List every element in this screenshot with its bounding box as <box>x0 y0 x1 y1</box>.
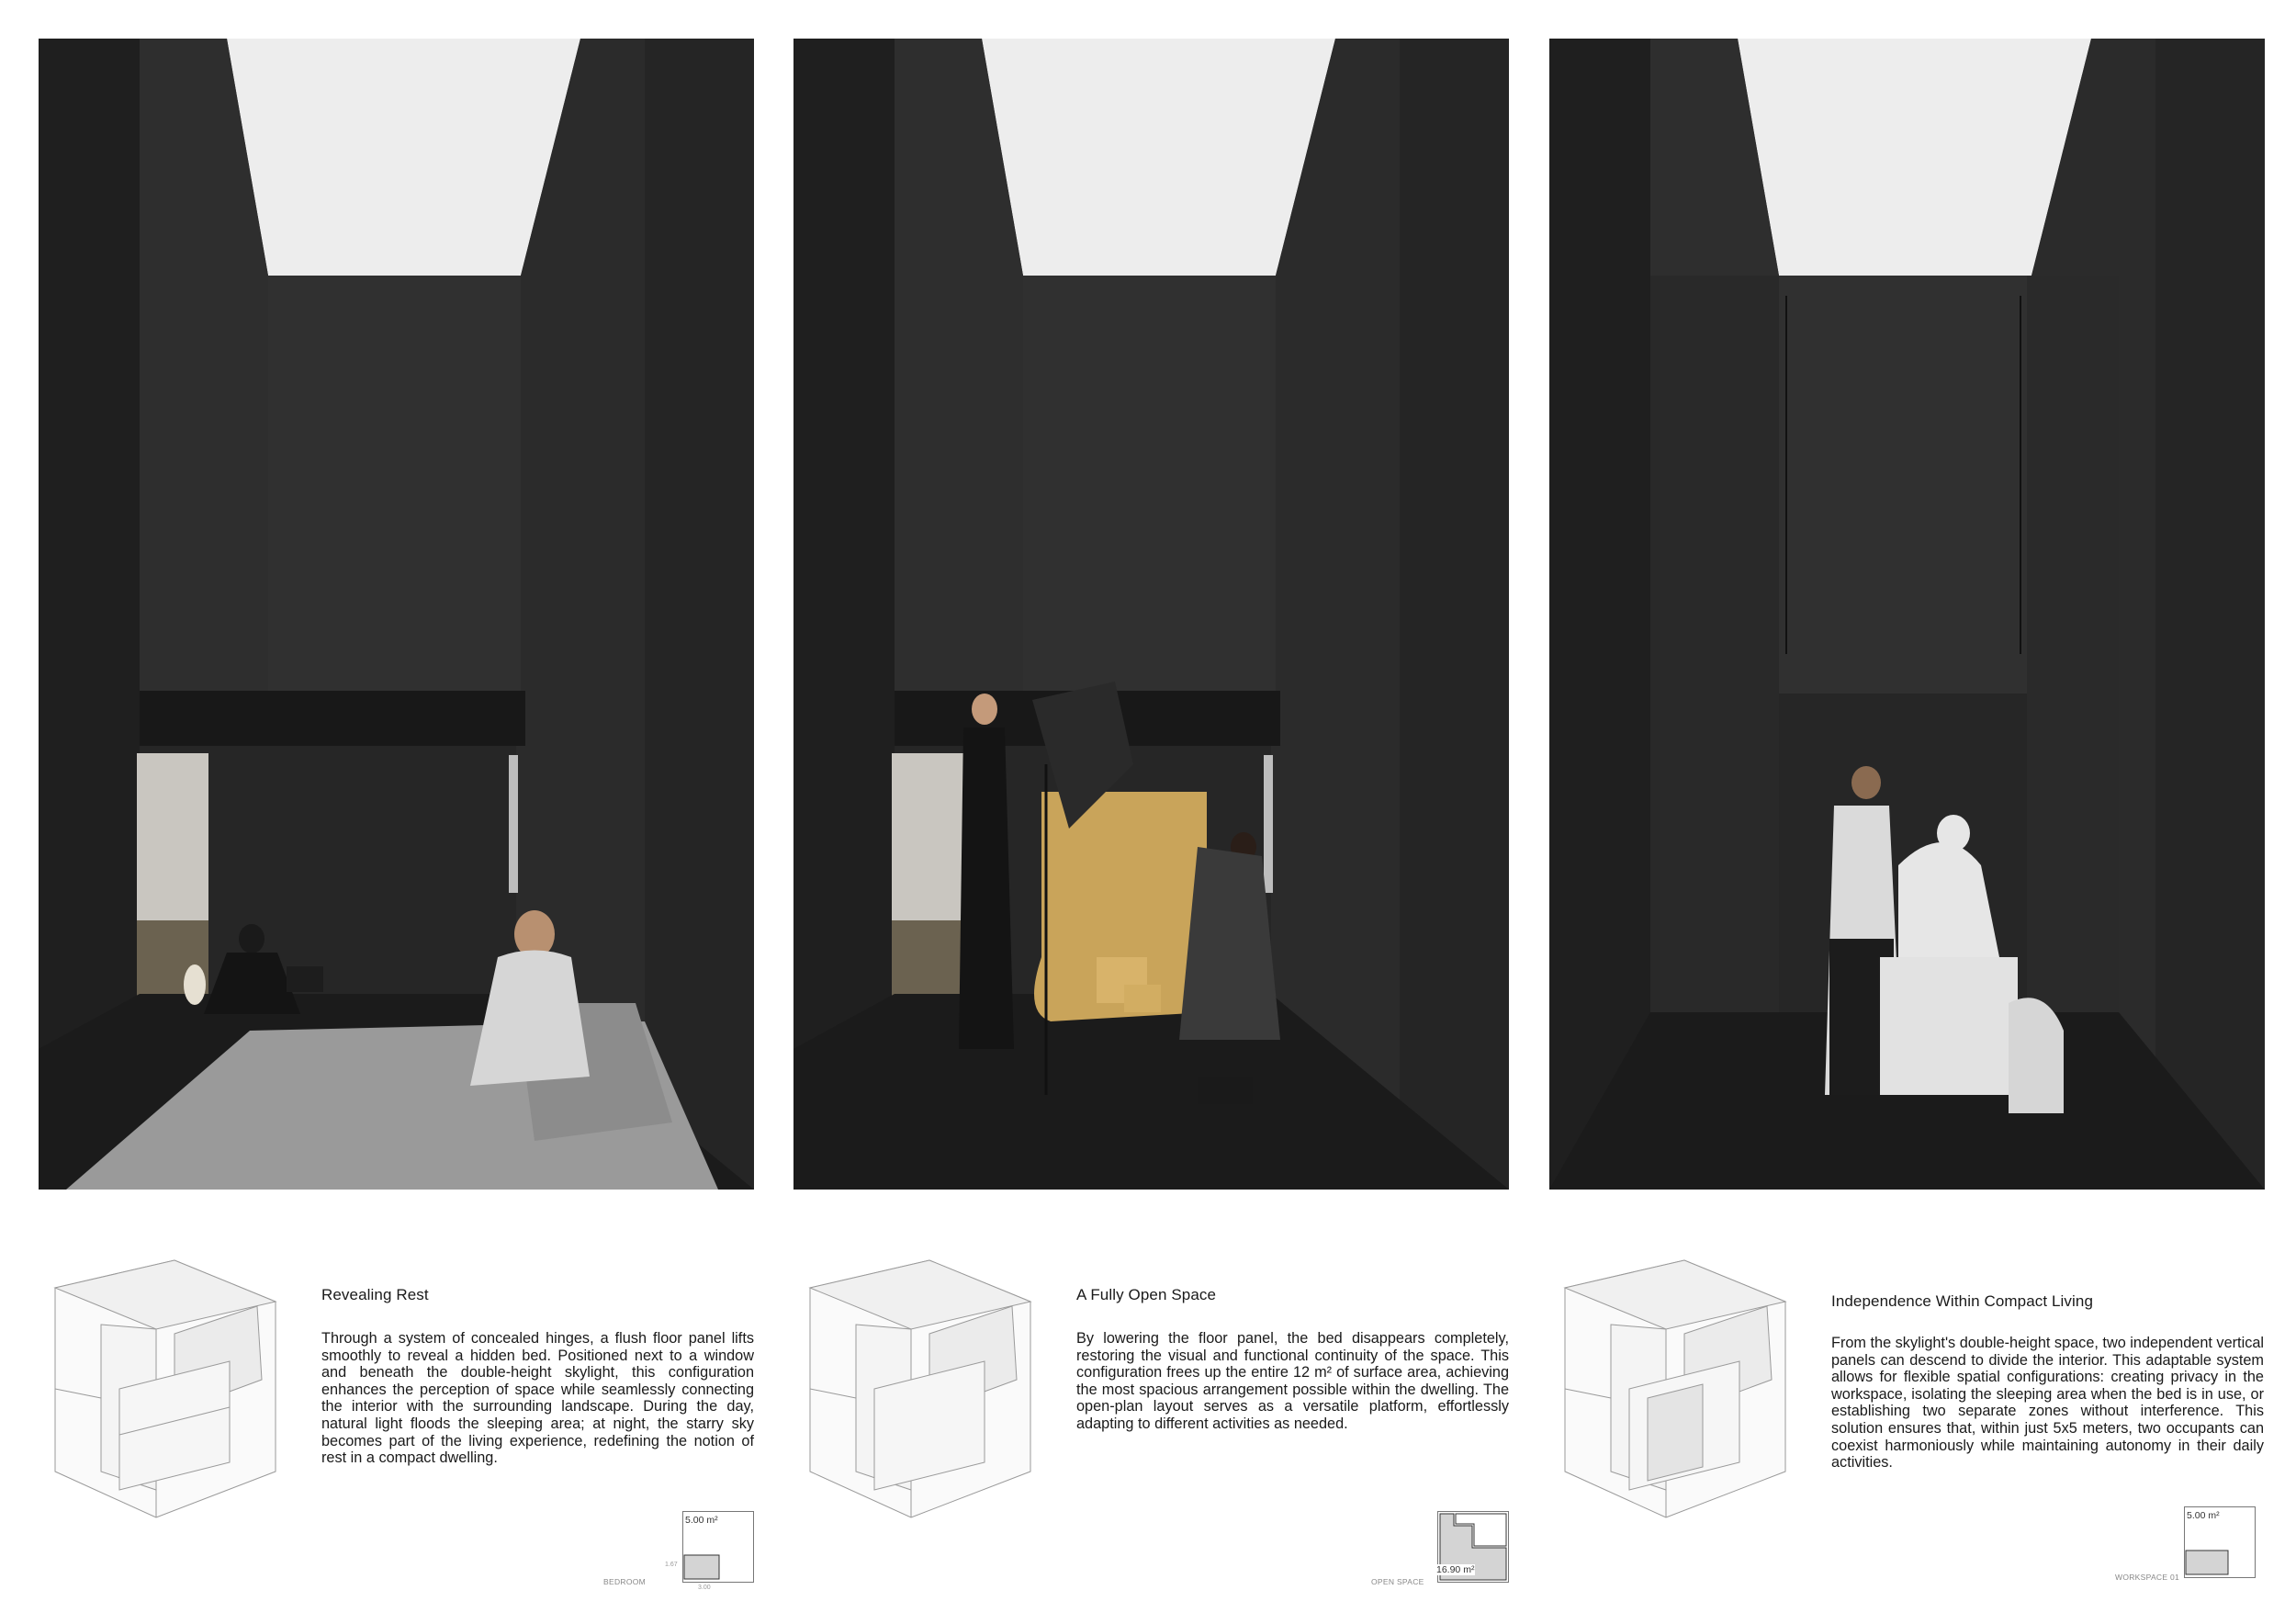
text-block-bedroom <box>321 1286 754 1467</box>
text-block-workspace <box>1831 1292 2264 1472</box>
skylight <box>227 39 580 276</box>
render-bedroom-image <box>39 39 754 1190</box>
vertical-panel-left <box>1650 276 1779 1102</box>
iso-diagram-bedroom-svg <box>37 1251 303 1527</box>
area-label-workspace: 5.00 m² <box>2187 1510 2220 1521</box>
text-block-open-space <box>1076 1286 1509 1433</box>
vertical-panel-right <box>2027 276 2119 1102</box>
body-bedroom: Through a system of concealed hinges, a flush floor panel lifts smoothly to reveal a hidden bed. Positioned next to a window and beneath the double-height skylight, this configuration enhances the perception of space while seamlessly connecting the interior with the surrounding landscape. During the day, natural light floods the sleeping area; at night, the starry sky becomes part of the living experience, redefining the notion of rest in a compact dwelling. <box>321 1330 754 1467</box>
iso-diagram-workspace-svg <box>1547 1251 1813 1527</box>
person-posing <box>959 727 1014 1049</box>
iso-diagram-bedroom <box>37 1251 303 1527</box>
body-open-space: By lowering the floor panel, the bed disappears completely, restoring the visual and functional continuity of the space. This configuration frees up the entire 12 m² of surface area, achieving the most spacious arrangement possible within the dwelling. The open-plan layout serves as a versatile platform, effortlessly adapting to different activities as needed. <box>1076 1330 1509 1432</box>
iso-diagram-open-space-svg <box>792 1251 1058 1527</box>
iso-diagram-open-space <box>792 1251 1058 1527</box>
heading-workspace: Independence Within Compact Living <box>1831 1292 2094 1310</box>
render-bedroom <box>39 39 754 1190</box>
body-workspace: From the skylight's double-height space, two independent vertical panels can descend to divide the interior. This adaptable system allows for flexible spatial configurations: creating privacy in the workspace, isolating the sleeping area when the bed is in use, or establishing two separate zones without interference. This solution ensures that, within just 5x5 meters, two occupants can coexist harmoniously while maintaining autonomy in their daily activities. <box>1831 1335 2265 1472</box>
render-open-space-image <box>793 39 1509 1190</box>
area-label-open-space: 16.90 m² <box>1436 1564 1475 1575</box>
render-open-space <box>793 39 1509 1190</box>
render-workspace <box>1549 39 2265 1190</box>
skylight <box>1738 39 2091 276</box>
skylight <box>982 39 1335 276</box>
room-label-workspace: WORKSPACE 01 <box>2115 1573 2180 1582</box>
dim-height-bedroom: 1.67 <box>665 1562 678 1568</box>
marble-plinth <box>1880 957 2018 1095</box>
iso-diagram-workspace <box>1547 1251 1813 1527</box>
room-label-open-space: OPEN SPACE <box>1371 1577 1424 1586</box>
heading-bedroom: Revealing Rest <box>321 1286 429 1303</box>
area-label-bedroom: 5.00 m² <box>685 1515 718 1526</box>
room-label-bedroom: BEDROOM <box>603 1577 647 1586</box>
heading-open-space: A Fully Open Space <box>1076 1286 1217 1303</box>
dim-width-bedroom: 3.00 <box>698 1585 711 1591</box>
render-workspace-image <box>1549 39 2265 1190</box>
